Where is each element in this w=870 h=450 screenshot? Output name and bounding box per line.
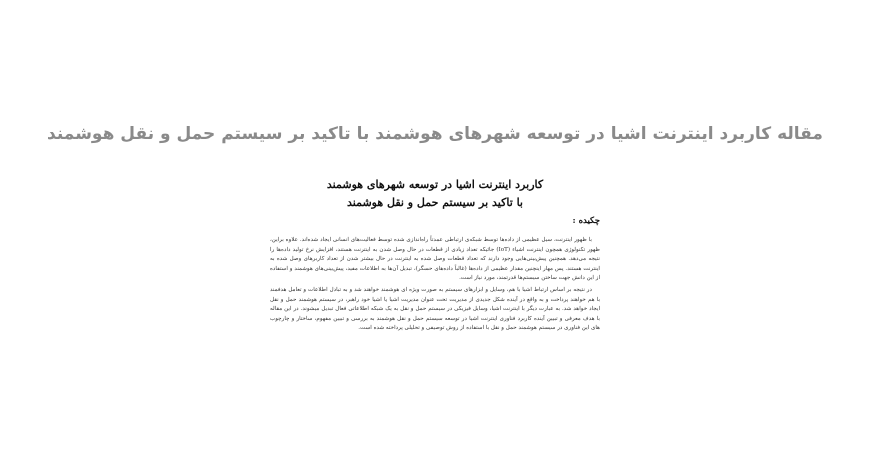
document-title-line-1: کاربرد اینترنت اشیا در توسعه شهرهای هوشمند — [326, 178, 544, 191]
page-title: مقاله کاربرد اینترنت اشیا در توسعه شهرهای هوشمند با تاکید بر سیستم حمل و نقل هوشمند — [47, 124, 823, 144]
document-title-line-2: با تاکید بر سیستم حمل و نقل هوشمند — [347, 196, 523, 209]
abstract-paragraph-2: در نتیجه بر اساس ارتباط اشیا با هم، وسایل و ابزارهای سیستم به صورت ویژه ای هوشمند خواهند شد و به تبادل اطلاعات و تعامل هدفمند با هم خواهند پرداخت و به واقع در آینده شکل جدیدی از مدیریت تحت عنوان مدیریت اشیا یا اشیا خود راهبر، در سیستم هوشمند حمل و نقل ایجاد خواهد شد. به عبارت دیگر با اینترنت اشیا، وسایل فیزیکی در سیستم حمل و نقل به یک شبکه اطلاعاتی فعال تبدیل میشوند. در این مقاله با هدف معرفی و تبیین آینده کاربرد فناوری اینترنت اشیا در توسعه سیستم حمل و نقل هوشمند به بررسی و تبیین مفهوم، ساختار و چارچوب های این فناوری در سیستم هوشمند حمل و نقل با استفاده از روش توصیفی و تحلیلی پرداخته شده است. — [270, 286, 600, 332]
abstract-heading: چکیده : — [572, 216, 600, 226]
document-page — [270, 176, 600, 336]
abstract-paragraph-1: با ظهور اینترنت، سیل عظیمی از داده‌ها توسط شبکه‌ی ارتباطی عمدتاً راه‌اندازی شده توسط فعالیت‌های انسانی ایجاد شده‌اند. علاوه براین، ظهور تکنولوژی همچون اینترنت اشیاء (IoT) جائیکه تعداد زیادی از قطعات در حال وصل شدن به اینترنت هستند، افزایش نرخ تولید داده‌ها را نتیجه می‌دهد. همچنین پیش‌بینی‌هایی وجود دارند که تعداد قطعات وصل شده به اینترنت در حال بیشتر شدن از تعداد کاربرهای وصل شده به اینترنت هستند. پس مهار اینچنین مقدار عظیمی از داده‌ها (غالباً داده‌های حسگر)، تبدیل آن‌ها به اطلاعات مفید، پیش‌بینی‌های هوشمند و استفاده از این دانش جهت ساختن سیستم‌ها قدرتمند، مورد نیاز است. — [270, 237, 600, 282]
